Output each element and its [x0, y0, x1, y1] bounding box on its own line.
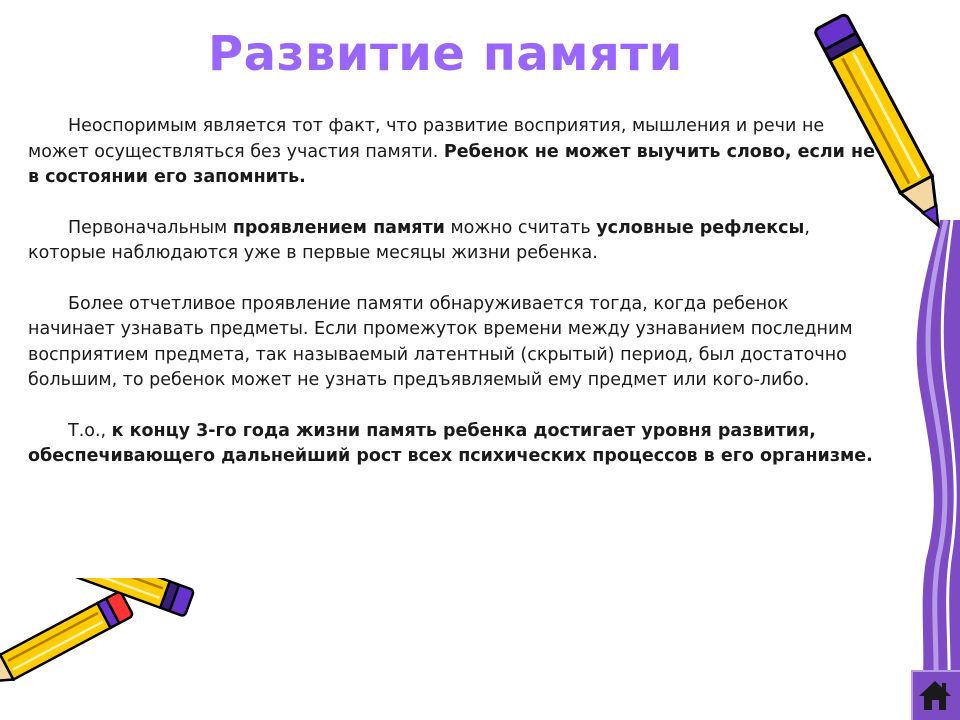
paragraph-2-bold-a: проявлением памяти	[232, 217, 445, 238]
paragraph-4-bold: к концу 3-го года жизни память ребенка достигает уровня развития, обеспечивающего дальнейший рост всех психических процессов в его организме.	[28, 420, 873, 466]
slide-title: Развитие памяти	[208, 26, 683, 82]
paragraph-3-text: Более отчетливое проявление памяти обнаруживается тогда, когда ребенок начинает узнавать предметы. Если промежуток времени между узнаванием последним восприятием предмета, так называемый латентный (скрытый) период, был достаточно большим, то ребенок может не узнать предъявляемый ему предмет или кого-либо.	[28, 293, 853, 390]
paragraph-4-text: Т.о.,	[68, 420, 112, 441]
slide-body	[28, 114, 876, 495]
pencil-icon	[800, 0, 950, 230]
paragraph-2-text-b: можно считать	[444, 217, 597, 238]
paragraph-2	[28, 216, 876, 267]
paragraph-1	[28, 114, 876, 191]
home-icon	[913, 672, 958, 718]
paragraph-3	[28, 292, 876, 394]
paragraph-2-text-c: , которые наблюдаются уже в первые месяцы жизни ребенка.	[28, 217, 810, 263]
pencils-cross-icon	[0, 578, 200, 720]
paragraph-2-bold-b: условные рефлексы	[596, 217, 805, 238]
paragraph-2-text-a: Первоначальным	[68, 217, 233, 238]
paragraph-4	[28, 419, 876, 470]
paragraph-1-bold: Ребенок не может выучить слово, если не в состоянии его запомнить.	[28, 141, 875, 187]
home-button[interactable]	[911, 670, 960, 720]
paragraph-1-text: Неоспоримым является тот факт, что развитие восприятия, мышления и речи не может осуществляться без участия памяти.	[28, 116, 825, 162]
